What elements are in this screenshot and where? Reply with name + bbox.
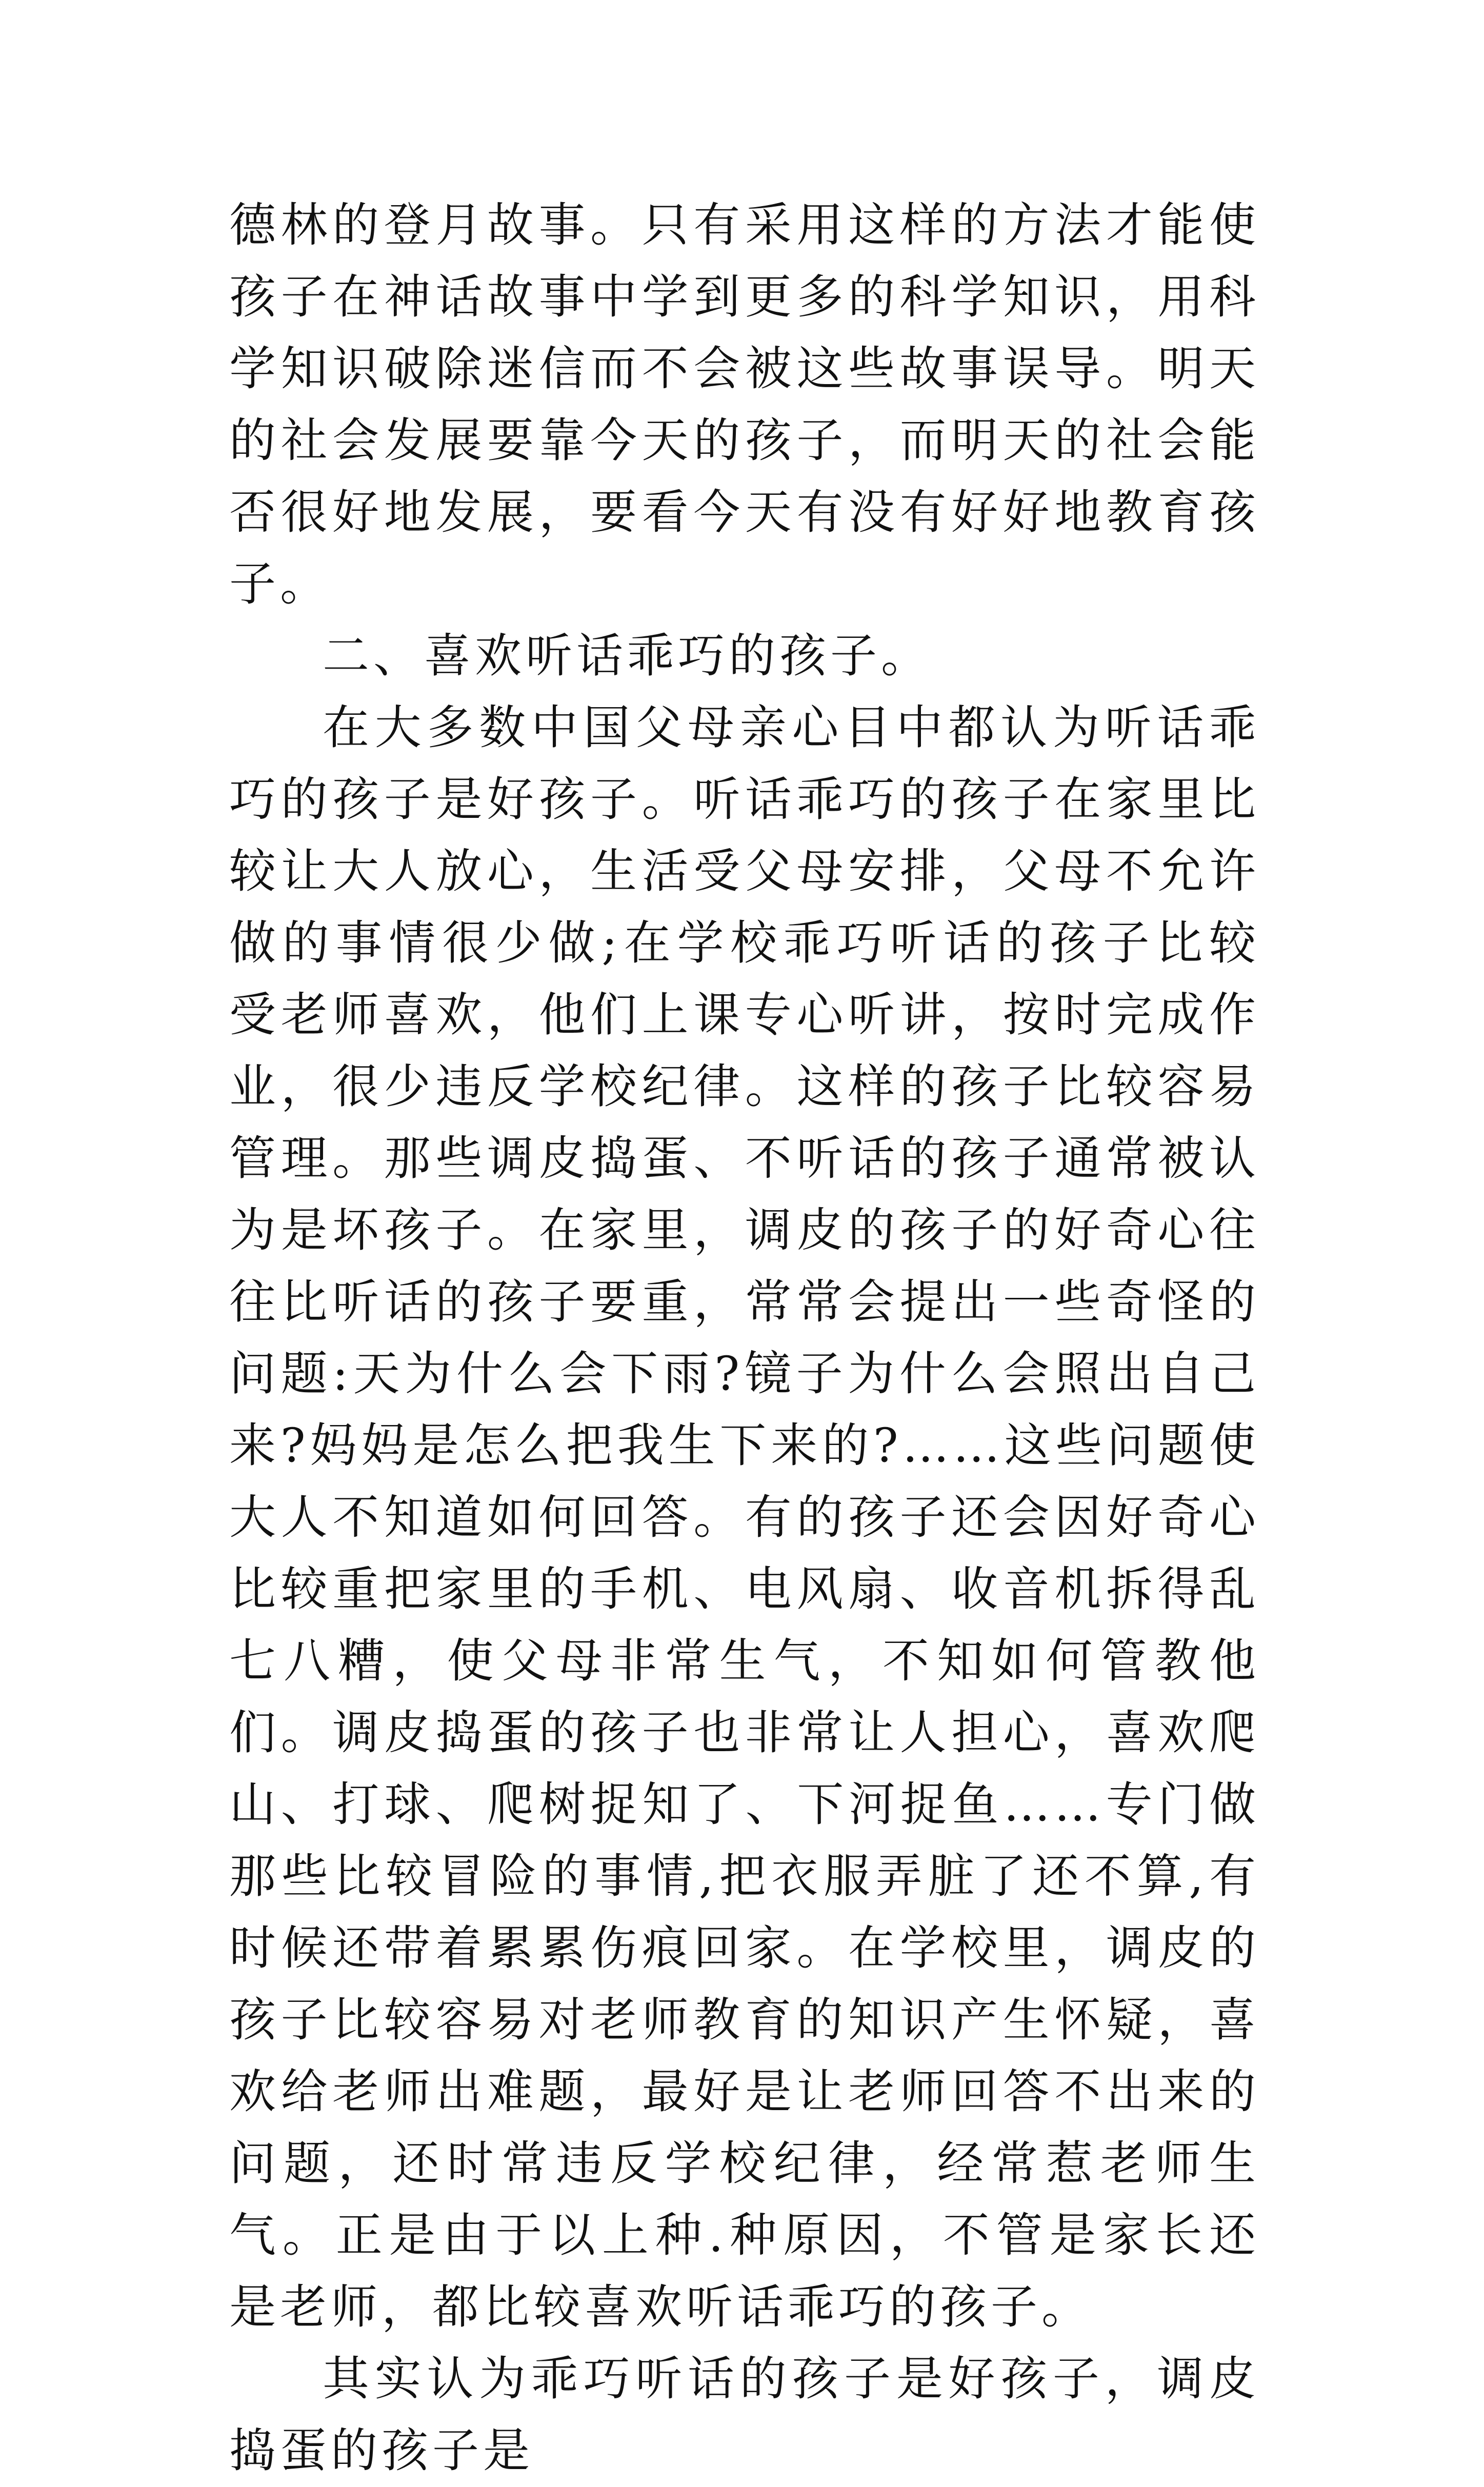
paragraph-continuation: 其实认为乖巧听话的孩子是好孩子，调皮捣蛋的孩子是 [229,2352,1260,2478]
document-body [229,190,1260,2487]
paragraph-moon-landing-story: 德林的登月故事。只有采用这样的方法才能使孩子在神话故事中学到更多的科学知识，用科学知识破除迷信而不会被这些故事误导。明天的社会发展要靠今天的孩子，而明天的社会能否很好地发展，要看今天有没有好好地教育孩子。 [229,198,1260,611]
paragraph-obedient-vs-naughty: 在大多数中国父母亲心目中都认为听话乖巧的孩子是好孩子。听话乖巧的孩子在家里比较让大人放心，生活受父母安排，父母不允许做的事情很少做;在学校乖巧听话的孩子比较受老师喜欢，他们上课专心听讲，按时完成作业，很少违反学校纪律。这样的孩子比较容易管理。那些调皮捣蛋、不听话的孩子通常被认为是坏孩子。在家里，调皮的孩子的好奇心往往比听话的孩子要重，常常会提出一些奇怪的问题:天为什么会下雨?镜子为什么会照出自己来?妈妈是怎么把我生下来的?……这些问题使大人不知道如何回答。有的孩子还会因好奇心比较重把家里的手机、电风扇、收音机拆得乱七八糟，使父母非常生气，不知如何管教他们。调皮捣蛋的孩子也非常让人担心，喜欢爬山、打球、爬树捉知了、下河捉鱼……专门做那些比较冒险的事情,把衣服弄脏了还不算,有时候还带着累累伤痕回家。在学校里，调皮的孩子比较容易对老师教育的知识产生怀疑，喜欢给老师出难题，最好是让老师回答不出来的问题，还时常违反学校纪律，经常惹老师生气。正是由于以上种.种原因，不管是家长还是老师，都比较喜欢听话乖巧的孩子。 [229,701,1260,2334]
section-heading-obedient-children: 二、喜欢听话乖巧的孩子。 [323,629,932,683]
